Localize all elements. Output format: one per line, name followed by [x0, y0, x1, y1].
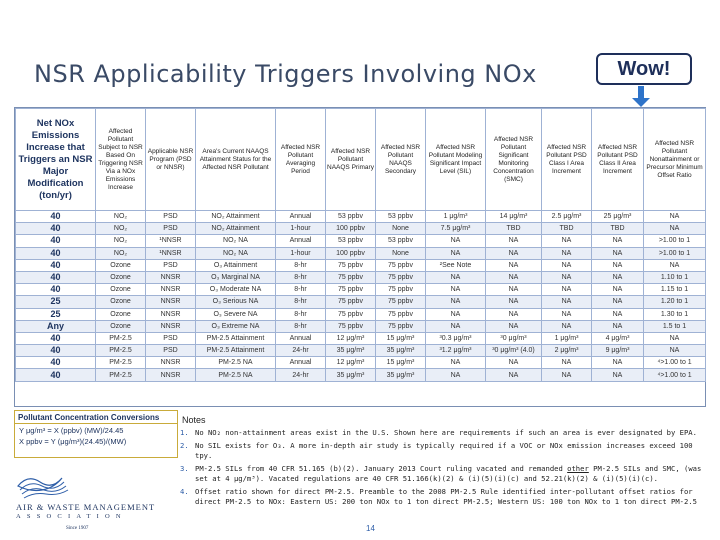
table-cell: 4 μg/m³: [592, 332, 644, 344]
table-cell: 53 ppbv: [326, 235, 376, 247]
table-cell: 8-hr: [276, 271, 326, 283]
note-item: [180, 487, 708, 507]
table-cell: PM-2.5: [96, 369, 146, 381]
table-cell: ³0.3 μg/m³: [426, 332, 486, 344]
wow-callout: Wow!: [596, 53, 692, 85]
table-cell: 40: [16, 271, 96, 283]
table-row: [16, 369, 706, 381]
conversion-box: [14, 410, 178, 458]
table-cell: NA: [486, 271, 542, 283]
page-number: 14: [366, 524, 375, 533]
table-cell: PM-2.5: [96, 345, 146, 357]
table-cell: 1.30 to 1: [644, 308, 706, 320]
table-cell: Annual: [276, 235, 326, 247]
table-cell: 24-hr: [276, 369, 326, 381]
table-cell: NA: [486, 247, 542, 259]
table-cell: 53 ppbv: [376, 211, 426, 223]
table-cell: 2.5 μg/m³: [542, 211, 592, 223]
table-cell: >1.00 to 1: [644, 247, 706, 259]
table-cell: Ozone: [96, 296, 146, 308]
table-cell: NA: [592, 296, 644, 308]
table-cell: NA: [486, 320, 542, 332]
table-cell: NA: [542, 320, 592, 332]
table-row: [16, 345, 706, 357]
awma-logo: [14, 468, 154, 538]
table-cell: 53 ppbv: [326, 211, 376, 223]
note-text: Offset ratio shown for direct PM-2.5. Preamble to the 2008 PM-2.5 Rule identified inter-pollutant offset ratios for direct PM-2.5 to NOx: Eastern US: 200 ton NOx to 1 ton direct PM-2.5; Western US: 100 ton NOx to 1 ton direct PM-2.5: [195, 487, 697, 506]
table-cell: NO₂: [96, 223, 146, 235]
wave-logo-icon: [14, 468, 74, 502]
table-cell: 35 μg/m³: [326, 345, 376, 357]
table-cell: 75 ppbv: [376, 259, 426, 271]
table-cell: NA: [592, 308, 644, 320]
table-cell: 8-hr: [276, 320, 326, 332]
table-cell: 100 ppbv: [326, 247, 376, 259]
table-cell: 75 ppbv: [326, 296, 376, 308]
note-item: [180, 428, 708, 438]
table-cell: NA: [486, 296, 542, 308]
note-text: PM-2.5 SILs and SMC, (was set at 4 μg/m³). Vacated regulations are 40 CFR 51.166(k)(2) & (i)(5)(i)(c) and 52.21(k)(2) & (i)(5)(i)(c).: [195, 464, 702, 483]
table-cell: ¹NNSR: [146, 235, 196, 247]
table-cell: ⁴>1.00 to 1: [644, 369, 706, 381]
note-number: 1.: [180, 428, 189, 437]
table-cell: NA: [592, 284, 644, 296]
table-row: [16, 247, 706, 259]
table-cell: 24-hr: [276, 345, 326, 357]
table-cell: None: [376, 247, 426, 259]
table-body: [16, 211, 706, 382]
table-cell: Ozone: [96, 320, 146, 332]
table-cell: NA: [542, 284, 592, 296]
table-cell: O₃ Moderate NA: [196, 284, 276, 296]
table-cell: NA: [486, 235, 542, 247]
table-cell: 7.5 μg/m³: [426, 223, 486, 235]
table-cell: NA: [592, 320, 644, 332]
logo-text-name: AIR & WASTE MANAGEMENT: [16, 502, 156, 512]
table-cell: NNSR: [146, 320, 196, 332]
table-row: [16, 357, 706, 369]
table-header-row: [16, 109, 706, 211]
table-cell: 2 μg/m³: [542, 345, 592, 357]
table-cell: PSD: [146, 211, 196, 223]
table-cell: NNSR: [146, 369, 196, 381]
table-cell: NA: [644, 223, 706, 235]
table-cell: 35 μg/m³: [376, 345, 426, 357]
table-cell: 12 μg/m³: [326, 332, 376, 344]
table-row: [16, 271, 706, 283]
note-text: No NO₂ non-attainment areas exist in the U.S. Shown here are requirements if such an area is ever designated by EPA.: [195, 428, 697, 437]
table-cell: Annual: [276, 211, 326, 223]
notes-list: [180, 428, 708, 510]
table-cell: 75 ppbv: [376, 284, 426, 296]
table-cell: NA: [542, 308, 592, 320]
table-cell: NA: [592, 235, 644, 247]
table-row: [16, 259, 706, 271]
table-cell: NA: [644, 211, 706, 223]
table-cell: 1 μg/m³: [426, 211, 486, 223]
table-cell: NNSR: [146, 357, 196, 369]
table-cell: NNSR: [146, 296, 196, 308]
table-cell: 25: [16, 308, 96, 320]
table-cell: 40: [16, 211, 96, 223]
column-header: Affected NSR Pollutant Nonattainment or Precursor Minimum Offset Ratio: [644, 109, 706, 211]
table-cell: 40: [16, 247, 96, 259]
column-header: Affected NSR Pollutant Significant Monitoring Concentration (SMC): [486, 109, 542, 211]
table-cell: 14 μg/m³: [486, 211, 542, 223]
table-cell: 35 μg/m³: [376, 369, 426, 381]
table-cell: PM-2.5 NA: [196, 369, 276, 381]
table-cell: NA: [426, 235, 486, 247]
logo-text-association: ASSOCIATION: [16, 513, 127, 520]
table-cell: NA: [644, 259, 706, 271]
table-cell: 75 ppbv: [326, 308, 376, 320]
table-cell: NO₂: [96, 247, 146, 259]
table-cell: 40: [16, 235, 96, 247]
table-cell: NA: [426, 357, 486, 369]
table-cell: 75 ppbv: [326, 271, 376, 283]
table-cell: NA: [592, 247, 644, 259]
column-header: Affected NSR Pollutant NAAQS Secondary: [376, 109, 426, 211]
table-row: [16, 235, 706, 247]
notes-heading: Notes: [182, 415, 206, 425]
table-cell: Ozone: [96, 259, 146, 271]
note-text: No SIL exists for O₃. A more in-depth air study is typically required if a VOC or NOx emission increases exceed 100 tpy.: [195, 441, 693, 460]
table-cell: PM-2.5 Attainment: [196, 345, 276, 357]
table-cell: 75 ppbv: [326, 320, 376, 332]
column-header: Affected NSR Pollutant Averaging Period: [276, 109, 326, 211]
table-cell: 1.20 to 1: [644, 296, 706, 308]
table-cell: NO₂: [96, 211, 146, 223]
table-cell: ²See Note: [426, 259, 486, 271]
table-cell: >1.00 to 1: [644, 235, 706, 247]
table-cell: 53 ppbv: [376, 235, 426, 247]
table-cell: 1-hour: [276, 247, 326, 259]
table-cell: ³0 μg/m³: [486, 332, 542, 344]
table-cell: O₃ Attainment: [196, 259, 276, 271]
table-cell: NA: [426, 369, 486, 381]
table-cell: NA: [426, 308, 486, 320]
table-cell: NA: [542, 235, 592, 247]
note-item: [180, 464, 708, 484]
note-number: 2.: [180, 441, 189, 450]
table-cell: NO₂ NA: [196, 247, 276, 259]
table-cell: NA: [542, 247, 592, 259]
table-cell: PSD: [146, 223, 196, 235]
table-cell: NA: [644, 332, 706, 344]
column-header: Affected Pollutant Subject to NSR Based On Triggering NSR Via a NOx Emissions Increase: [96, 109, 146, 211]
table-cell: 12 μg/m³: [326, 357, 376, 369]
column-header: Applicable NSR Program (PSD or NNSR): [146, 109, 196, 211]
note-text-underlined: other: [567, 464, 589, 473]
table-cell: 8-hr: [276, 308, 326, 320]
table-cell: PM-2.5 NA: [196, 357, 276, 369]
table-cell: PM-2.5: [96, 357, 146, 369]
table-cell: NNSR: [146, 271, 196, 283]
table-cell: NA: [426, 271, 486, 283]
table-cell: PSD: [146, 332, 196, 344]
table-cell: TBD: [486, 223, 542, 235]
table-cell: 40: [16, 259, 96, 271]
table-cell: 15 μg/m³: [376, 357, 426, 369]
table-cell: NA: [542, 259, 592, 271]
table-cell: NA: [542, 369, 592, 381]
table-cell: 75 ppbv: [326, 284, 376, 296]
table-cell: NA: [486, 357, 542, 369]
table-cell: 40: [16, 284, 96, 296]
table-cell: TBD: [542, 223, 592, 235]
column-header: Affected NSR Pollutant PSD Class II Area Increment: [592, 109, 644, 211]
table-cell: NO₂ Attainment: [196, 211, 276, 223]
table-cell: 1.15 to 1: [644, 284, 706, 296]
table-cell: PM-2.5: [96, 332, 146, 344]
table-row: [16, 223, 706, 235]
table-cell: 8-hr: [276, 284, 326, 296]
table-cell: 1-hour: [276, 223, 326, 235]
table-row: [16, 320, 706, 332]
conversion-heading: Pollutant Concentration Conversions: [15, 411, 177, 424]
conversion-formula-2: X ppbv = Y (μg/m³)(24.45)/(MW): [19, 437, 127, 446]
table-cell: NO₂ Attainment: [196, 223, 276, 235]
table-cell: PSD: [146, 345, 196, 357]
table-cell: 25: [16, 296, 96, 308]
column-header: Affected NSR Pollutant PSD Class I Area Increment: [542, 109, 592, 211]
table-row: [16, 296, 706, 308]
table-cell: ³1.2 μg/m³: [426, 345, 486, 357]
table-cell: NA: [426, 296, 486, 308]
table-cell: ¹NNSR: [146, 247, 196, 259]
table-cell: NA: [426, 284, 486, 296]
table-cell: NA: [426, 247, 486, 259]
table-cell: PSD: [146, 259, 196, 271]
table-cell: O₃ Extreme NA: [196, 320, 276, 332]
table-cell: 1 μg/m³: [542, 332, 592, 344]
table-cell: NA: [644, 345, 706, 357]
table-cell: O₃ Serious NA: [196, 296, 276, 308]
table-cell: NNSR: [146, 308, 196, 320]
table-row: [16, 284, 706, 296]
table-row: [16, 308, 706, 320]
table-cell: 35 μg/m³: [326, 369, 376, 381]
note-number: 4.: [180, 487, 189, 496]
table-cell: 40: [16, 332, 96, 344]
table-row: [16, 332, 706, 344]
table-cell: 1.10 to 1: [644, 271, 706, 283]
table-cell: 40: [16, 357, 96, 369]
table-cell: Annual: [276, 357, 326, 369]
table-cell: 40: [16, 369, 96, 381]
table-cell: Annual: [276, 332, 326, 344]
table-cell: Ozone: [96, 271, 146, 283]
table-cell: None: [376, 223, 426, 235]
table-cell: NNSR: [146, 284, 196, 296]
table-row: [16, 211, 706, 223]
table-cell: NA: [426, 320, 486, 332]
table-cell: TBD: [592, 223, 644, 235]
table-cell: 75 ppbv: [376, 308, 426, 320]
table-cell: NA: [592, 369, 644, 381]
table-cell: Any: [16, 320, 96, 332]
table-cell: 75 ppbv: [376, 320, 426, 332]
column-header: Affected NSR Pollutant Modeling Significant Impact Level (SIL): [426, 109, 486, 211]
table-cell: 15 μg/m³: [376, 332, 426, 344]
note-text: PM-2.5 SILs from 40 CFR 51.165 (b)(2). January 2013 Court ruling vacated and remanded: [195, 464, 568, 473]
table-cell: NA: [486, 308, 542, 320]
table-cell: 100 ppbv: [326, 223, 376, 235]
table-cell: NA: [592, 259, 644, 271]
table-cell: NO₂: [96, 235, 146, 247]
table-cell: NA: [542, 296, 592, 308]
table-cell: NA: [542, 271, 592, 283]
conversion-formula-1: Y μg/m³ = X (ppbv) (MW)/24.45: [19, 426, 124, 435]
table-cell: NA: [486, 284, 542, 296]
table-cell: Ozone: [96, 284, 146, 296]
table-cell: NA: [592, 357, 644, 369]
column-header: Affected NSR Pollutant NAAQS Primary: [326, 109, 376, 211]
table-cell: 75 ppbv: [376, 296, 426, 308]
table-cell: NA: [486, 259, 542, 271]
nsr-table: [15, 108, 706, 382]
slide-title: NSR Applicability Triggers Involving NOx: [34, 60, 537, 88]
table-cell: 25 μg/m³: [592, 211, 644, 223]
table-cell: ⁴>1.00 to 1: [644, 357, 706, 369]
table-cell: O₃ Severe NA: [196, 308, 276, 320]
table-cell: PM-2.5 Attainment: [196, 332, 276, 344]
note-item: [180, 441, 708, 461]
table-cell: Ozone: [96, 308, 146, 320]
table-cell: 40: [16, 345, 96, 357]
table-cell: NA: [542, 357, 592, 369]
column-header: Area's Current NAAQS Attainment Status for the Affected NSR Pollutant: [196, 109, 276, 211]
nsr-applicability-table: [14, 107, 706, 407]
table-cell: ³0 μg/m³ (4.0): [486, 345, 542, 357]
note-number: 3.: [180, 464, 189, 473]
table-cell: O₃ Marginal NA: [196, 271, 276, 283]
table-cell: 8-hr: [276, 296, 326, 308]
table-cell: NO₂ NA: [196, 235, 276, 247]
table-cell: 75 ppbv: [376, 271, 426, 283]
table-cell: 9 μg/m³: [592, 345, 644, 357]
table-cell: 8-hr: [276, 259, 326, 271]
table-cell: 75 ppbv: [326, 259, 376, 271]
table-cell: NA: [592, 271, 644, 283]
table-cell: NA: [486, 369, 542, 381]
logo-text-since: Since 1907: [66, 526, 89, 531]
table-cell: 1.5 to 1: [644, 320, 706, 332]
column-header: Net NOx Emissions Increase that Triggers an NSR Major Modification (ton/yr): [16, 109, 96, 211]
table-cell: 40: [16, 223, 96, 235]
